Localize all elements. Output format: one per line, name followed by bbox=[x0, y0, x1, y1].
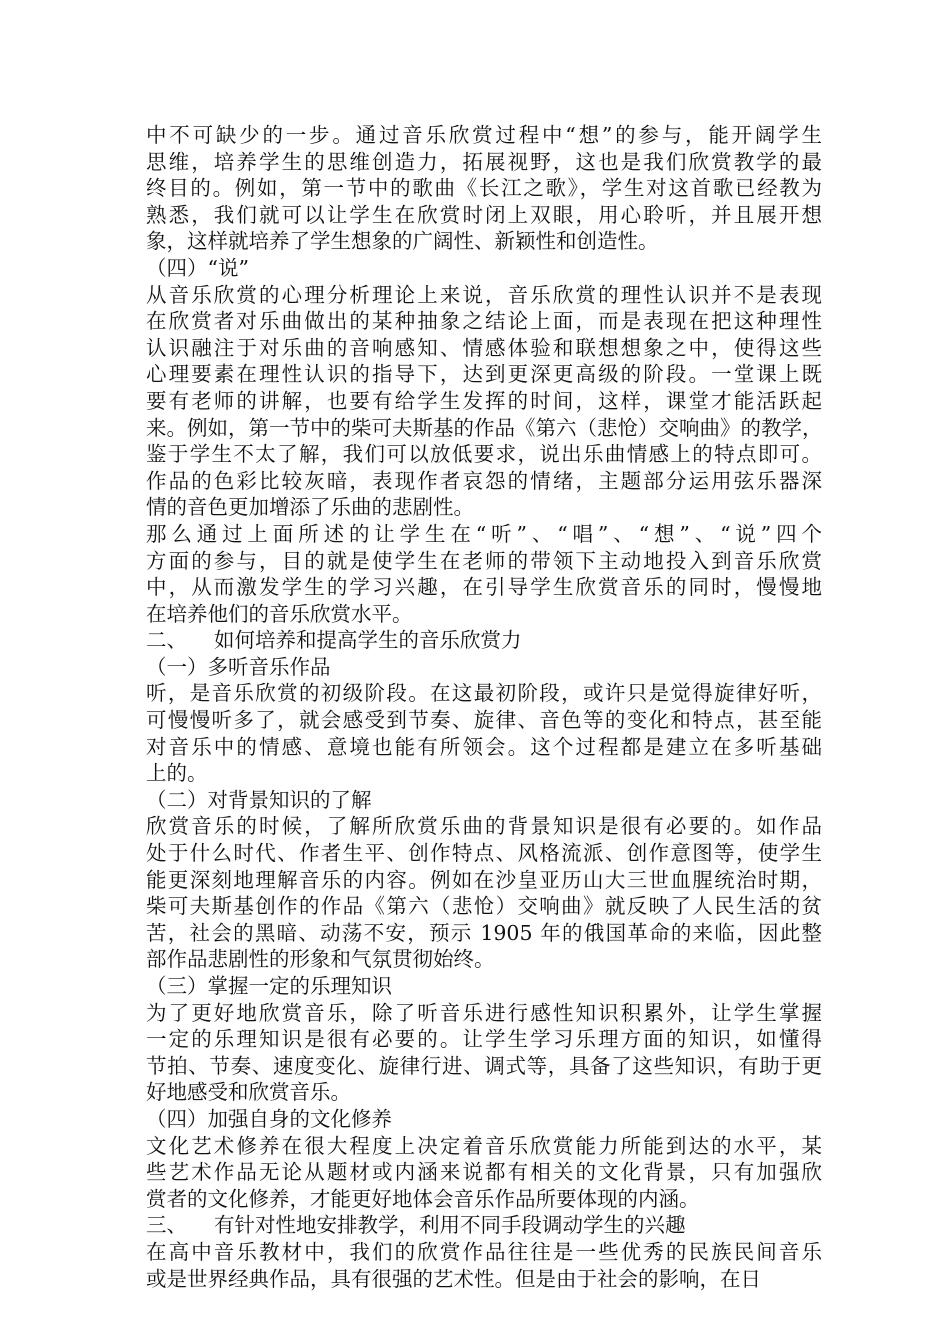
subsection-heading-text: （四）“说” bbox=[146, 255, 249, 280]
paragraph-line: 那么通过上面所述的让学生在“听”、“唱”、“想”、“说”四个 bbox=[146, 521, 822, 546]
paragraph bbox=[146, 813, 822, 973]
document-page bbox=[146, 122, 822, 1292]
paragraph-line: 在培养他们的音乐欣赏水平。 bbox=[146, 601, 413, 626]
paragraph-line: 或是世界经典作品，具有很强的艺术性。但是由于社会的影响，在日 bbox=[146, 1266, 761, 1291]
paragraph-line: 在高中音乐教材中，我们的欣赏作品往往是一些优秀的民族民间音乐 bbox=[146, 1239, 822, 1264]
section-heading bbox=[146, 627, 822, 654]
paragraph-line: 从音乐欣赏的心理分析理论上来说，音乐欣赏的理性认识并不是表现 bbox=[146, 282, 822, 307]
paragraph bbox=[146, 1000, 822, 1106]
subsection-heading-text: （一）多听音乐作品 bbox=[146, 654, 331, 679]
paragraph-line: 节拍、节奏、速度变化、旋律行进、调式等，具备了这些知识，有助于更 bbox=[146, 1053, 822, 1078]
paragraph-line: 中，从而激发学生的学习兴趣，在引导学生欣赏音乐的同时，慢慢地 bbox=[146, 575, 822, 600]
paragraph-line: 终目的。例如，第一节中的歌曲《长江之歌》，学生对这首歌已经教为 bbox=[146, 176, 822, 201]
paragraph-line: 在欣赏者对乐曲做出的某种抽象之结论上面，而是表现在把这种理性 bbox=[146, 309, 822, 334]
section-heading-line bbox=[146, 627, 822, 654]
paragraph-line: 情的音色更加增添了乐曲的悲剧性。 bbox=[146, 495, 474, 520]
paragraph-line: 思维，培养学生的思维创造力，拓展视野，这也是我们欣赏教学的最 bbox=[146, 149, 822, 174]
section-heading bbox=[146, 1212, 822, 1239]
paragraph-line: 上的。 bbox=[146, 761, 208, 786]
paragraph-line: 中不可缺少的一步。通过音乐欣赏过程中“想”的参与，能开阔学生 bbox=[146, 123, 822, 147]
paragraph-line: 认识融注于对乐曲的音响感知、情感体验和联想想象之中，使得这些 bbox=[146, 335, 822, 360]
paragraph-line: 能更深刻地理解音乐的内容。例如在沙皇亚历山大三世血腥统治时期， bbox=[146, 867, 822, 892]
paragraph-line: 熟悉，我们就可以让学生在欣赏时闭上双眼，用心聆听，并且展开想 bbox=[146, 202, 822, 227]
paragraph-line: 苦，社会的黑暗、动荡不安，预示 1905 年的俄国革命的来临，因此整 bbox=[146, 920, 822, 945]
paragraph bbox=[146, 282, 822, 521]
paragraph-line: 方面的参与，目的就是使学生在老师的带领下主动地投入到音乐欣赏 bbox=[146, 548, 822, 573]
paragraph-line: 象，这样就培养了学生想象的广阔性、新颖性和创造性。 bbox=[146, 229, 659, 254]
paragraph-line: 一定的乐理知识是很有必要的。让学生学习乐理方面的知识，如懂得 bbox=[146, 1027, 822, 1052]
paragraph bbox=[146, 1133, 822, 1213]
subsection-heading bbox=[146, 973, 822, 1000]
paragraph-line: 听，是音乐欣赏的初级阶段。在这最初阶段，或许只是觉得旋律好听， bbox=[146, 681, 822, 706]
section-title: 有针对性地安排教学，利用不同手段调动学生的兴趣 bbox=[214, 1213, 686, 1238]
section-title: 如何培养和提高学生的音乐欣赏力 bbox=[214, 628, 522, 653]
paragraph bbox=[146, 680, 822, 786]
paragraph-line: 可慢慢听多了，就会感受到节奏、旋律、音色等的变化和特点，甚至能 bbox=[146, 708, 822, 733]
subsection-heading-text: （四）加强自身的文化修养 bbox=[146, 1106, 392, 1131]
subsection-heading-text: （二）对背景知识的了解 bbox=[146, 787, 372, 812]
paragraph bbox=[146, 1239, 822, 1292]
section-number: 二、 bbox=[146, 628, 187, 653]
paragraph-line: 要有老师的讲解，也要有给学生发挥的时间，这样，课堂才能活跃起 bbox=[146, 388, 822, 413]
paragraph bbox=[146, 122, 822, 255]
paragraph-line: 赏者的文化修养，才能更好地体会音乐作品所要体现的内涵。 bbox=[146, 1186, 700, 1211]
paragraph bbox=[146, 521, 822, 627]
paragraph-line: 对音乐中的情感、意境也能有所领会。这个过程都是建立在多听基础 bbox=[146, 734, 822, 759]
paragraph-line: 来。例如，第一节中的柴可夫斯基的作品《第六（悲怆）交响曲》的教学， bbox=[146, 415, 823, 440]
subsection-heading bbox=[146, 654, 822, 681]
paragraph-line: 柴可夫斯基创作的作品《第六（悲怆）交响曲》就反映了人民生活的贫 bbox=[146, 894, 822, 919]
paragraph-line: 部作品悲剧性的形象和气氛贯彻始终。 bbox=[146, 947, 495, 972]
subsection-heading bbox=[146, 255, 822, 282]
paragraph-line: 处于什么时代、作者生平、创作特点、风格流派、创作意图等，使学生 bbox=[146, 841, 822, 866]
subsection-heading bbox=[146, 787, 822, 814]
subsection-heading-text: （三）掌握一定的乐理知识 bbox=[146, 974, 392, 998]
paragraph-line: 为了更好地欣赏音乐，除了听音乐进行感性知识积累外，让学生掌握 bbox=[146, 1000, 822, 1025]
paragraph-line: 心理要素在理性认识的指导下，达到更深更高级的阶段。一堂课上既 bbox=[146, 362, 822, 387]
paragraph-line: 文化艺术修养在很大程度上决定着音乐欣赏能力所能到达的水平，某 bbox=[146, 1133, 822, 1158]
paragraph-line: 作品的色彩比较灰暗，表现作者哀怨的情绪，主题部分运用弦乐器深 bbox=[146, 468, 822, 493]
section-number: 三、 bbox=[146, 1213, 187, 1238]
paragraph-line: 鉴于学生不太了解，我们可以放低要求，说出乐曲情感上的特点即可。 bbox=[146, 442, 822, 467]
subsection-heading bbox=[146, 1106, 822, 1133]
paragraph-line: 欣赏音乐的时候，了解所欣赏乐曲的背景知识是很有必要的。如作品 bbox=[146, 814, 822, 839]
paragraph-line: 好地感受和欣赏音乐。 bbox=[146, 1080, 351, 1105]
paragraph-line: 些艺术作品无论从题材或内涵来说都有相关的文化背景，只有加强欣 bbox=[146, 1160, 822, 1185]
section-heading-line bbox=[146, 1212, 822, 1239]
